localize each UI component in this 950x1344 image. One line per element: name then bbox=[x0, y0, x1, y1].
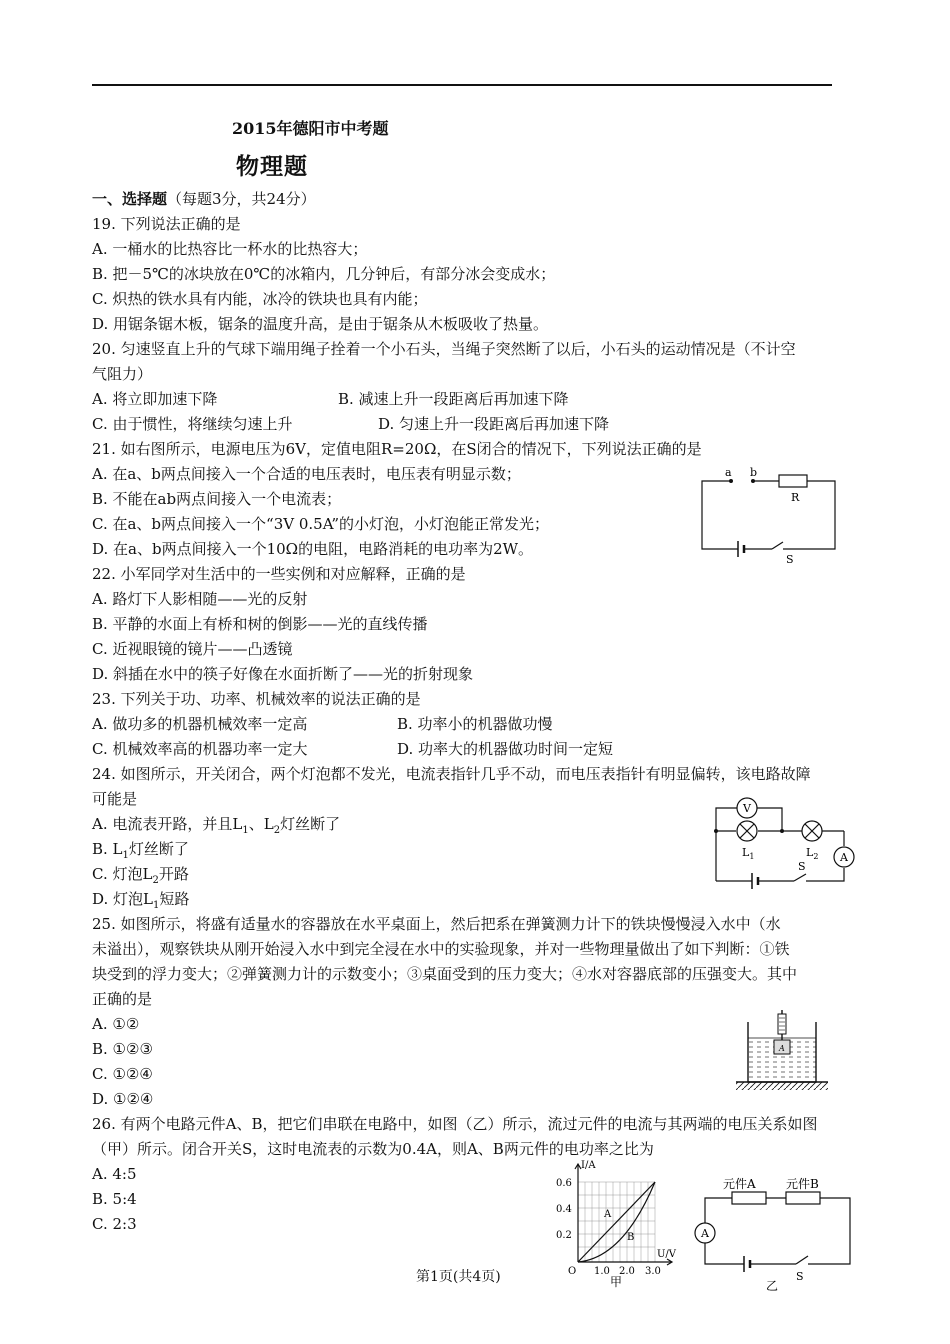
q23-option-c: C. 机械效率高的机器功率一定大 bbox=[92, 740, 308, 758]
q26-iv-graph bbox=[548, 1158, 688, 1292]
q20-stem: 20. 匀速竖直上升的气球下端用绳子拴着一个小石头，当绳子突然断了以后，小石头的运动情况是（不计空 bbox=[92, 340, 796, 358]
q24-option-d: D. 灯泡$L_1$短路 bbox=[92, 890, 190, 911]
q25-container-diagram bbox=[732, 1010, 832, 1096]
q24-voltmeter-label: V bbox=[743, 802, 751, 815]
q19-stem: 19. 下列说法正确的是 bbox=[92, 215, 241, 233]
q26-graph-xlabel: U/V bbox=[657, 1249, 677, 1260]
q21-option-a: A. 在a、b两点间接入一个合适的电压表时，电压表有明显示数； bbox=[92, 465, 521, 483]
q26-element-b-label: 元件B bbox=[786, 1177, 819, 1191]
q21-switch-label: S bbox=[786, 553, 794, 566]
q19-option-b: B. 把－5℃的冰块放在0℃的冰箱内，几分钟后，有部分冰会变成水； bbox=[92, 265, 556, 283]
q19-option-a: A. 一桶水的比热容比一杯水的比热容大； bbox=[92, 240, 368, 258]
exam-title: 2015年德阳市中考题 bbox=[232, 119, 389, 138]
page-footer: 第1页(共4页) bbox=[416, 1269, 501, 1285]
q26-switch-label: S bbox=[796, 1270, 804, 1283]
q23-stem: 23. 下列关于功、功率、机械效率的说法正确的是 bbox=[92, 690, 421, 708]
q24-stem: 24. 如图所示，开关闭合，两个灯泡都不发光，电流表指针几乎不动，而电压表指针有明显偏转，该电路故障 bbox=[92, 765, 811, 783]
q24-option-c: C. 灯泡$L_2$开路 bbox=[92, 865, 189, 886]
q25-stem-line2: 未溢出），观察铁块从刚开始浸入水中到完全浸在水中的实验现象，并对一些物理量做出了如下判断：①铁 bbox=[92, 940, 790, 958]
q25-option-b: B. ①②③ bbox=[92, 1040, 153, 1058]
q23-option-b: B. 功率小的机器做功慢 bbox=[397, 715, 553, 733]
q25-stem-line4: 正确的是 bbox=[92, 990, 153, 1008]
q21-option-d: D. 在a、b两点间接入一个10Ω的电阻，电路消耗的电功率为2W。 bbox=[92, 540, 534, 558]
q19-option-d: D. 用锯条锯木板，锯条的温度升高，是由于锯条从木板吸收了热量。 bbox=[92, 315, 549, 333]
q24-option-a: A. 电流表开路，并且$L_1$、$L_2$灯丝断了 bbox=[92, 815, 341, 836]
q26-graph-line-a: A bbox=[604, 1209, 612, 1220]
q26-option-b: B. 5:4 bbox=[92, 1190, 137, 1208]
q21-stem: 21. 如右图所示，电源电压为6V，定值电阻R=20Ω，在S闭合的情况下，下列说法正确的是 bbox=[92, 440, 702, 458]
q26-option-a: A. 4:5 bbox=[92, 1165, 137, 1183]
q20-option-d: D. 匀速上升一段距离后再加速下降 bbox=[378, 415, 610, 433]
q26-stem-line2: （甲）所示。闭合开关S，这时电流表的示数为0.4A，则A、B两元件的电功率之比为 bbox=[92, 1140, 654, 1158]
q20-option-c: C. 由于惯性，将继续匀速上升 bbox=[92, 415, 293, 433]
q24-ammeter-label: A bbox=[840, 851, 848, 864]
q24-circuit-diagram bbox=[712, 788, 858, 890]
q25-option-a: A. ①② bbox=[92, 1015, 140, 1033]
q26-stem-line1: 26. 有两个电路元件A、B，把它们串联在电路中，如图（乙）所示，流过元件的电流与其两端的电压关系如图 bbox=[92, 1115, 818, 1133]
q22-option-b: B. 平静的水面上有桥和树的倒影——光的直线传播 bbox=[92, 615, 428, 633]
q20-option-a: A. 将立即加速下降 bbox=[92, 390, 218, 408]
q26-option-c: C. 2:3 bbox=[92, 1215, 137, 1233]
q26-graph-caption: 甲 bbox=[610, 1275, 623, 1289]
q22-option-d: D. 斜插在水中的筷子好像在水面折断了——光的折射现象 bbox=[92, 665, 474, 683]
q23-option-d: D. 功率大的机器做功时间一定短 bbox=[397, 740, 614, 758]
q21-point-b-label: b bbox=[750, 466, 758, 479]
q25-option-d: D. ①②④ bbox=[92, 1090, 154, 1108]
header-rule bbox=[92, 84, 832, 86]
q21-circuit-diagram bbox=[695, 466, 845, 564]
q24-lamp1-label: $L_1$ bbox=[742, 846, 755, 861]
q26-ammeter-label: A bbox=[701, 1227, 709, 1240]
q26-graph-ytick-02: 0.2 bbox=[556, 1230, 572, 1241]
q26-graph-xtick-10: 1.0 bbox=[594, 1266, 610, 1277]
q22-option-c: C. 近视眼镜的镜片——凸透镜 bbox=[92, 640, 293, 658]
q24-option-b: B. $L_1$灯丝断了 bbox=[92, 840, 189, 861]
q19-option-c: C. 炽热的铁水具有内能，冰冷的铁块也具有内能； bbox=[92, 290, 428, 308]
q25-block-label: A bbox=[779, 1044, 785, 1053]
q26-graph-origin: O bbox=[568, 1266, 577, 1277]
q25-stem-line3: 块受到的浮力变大；②弹簧测力计的示数变小；③桌面受到的压力变大；④水对容器底部的压强变大。其中 bbox=[92, 965, 798, 983]
q25-stem-line1: 25. 如图所示，将盛有适量水的容器放在水平桌面上，然后把系在弹簧测力计下的铁块慢慢浸入水中（水 bbox=[92, 915, 781, 933]
subject-title: 物理题 bbox=[236, 153, 308, 180]
q21-point-a-label: a bbox=[725, 466, 732, 479]
q24-lamp2-label: $L_2$ bbox=[806, 846, 819, 861]
q26-graph-ylabel: I/A bbox=[581, 1160, 596, 1171]
q25-option-c: C. ①②④ bbox=[92, 1065, 153, 1083]
q26-graph-ytick-04: 0.4 bbox=[556, 1204, 572, 1215]
q23-option-a: A. 做功多的机器机械效率一定高 bbox=[92, 715, 308, 733]
q20-option-b: B. 减速上升一段距离后再加速下降 bbox=[338, 390, 569, 408]
q26-graph-line-b: B bbox=[627, 1232, 635, 1243]
q26-series-circuit bbox=[690, 1176, 860, 1294]
q26-circuit-caption: 乙 bbox=[766, 1279, 779, 1293]
q24-switch-label: S bbox=[798, 860, 806, 873]
q22-stem: 22. 小军同学对生活中的一些实例和对应解释，正确的是 bbox=[92, 565, 466, 583]
q26-element-a-label: 元件A bbox=[723, 1177, 756, 1191]
q21-option-b: B. 不能在ab两点间接入一个电流表； bbox=[92, 490, 342, 508]
q22-option-a: A. 路灯下人影相随——光的反射 bbox=[92, 590, 308, 608]
q26-graph-xtick-30: 3.0 bbox=[645, 1266, 661, 1277]
q26-graph-ytick-06: 0.6 bbox=[556, 1178, 572, 1189]
q20-stem-cont: 气阻力） bbox=[92, 365, 153, 383]
q26-graph-xtick-20: 2.0 bbox=[619, 1266, 635, 1277]
section-heading: 一、选择题（每题3分，共24分） bbox=[92, 190, 316, 208]
q21-option-c: C. 在a、b两点间接入一个“3V 0.5A”的小灯泡，小灯泡能正常发光； bbox=[92, 515, 549, 533]
q24-stem-cont: 可能是 bbox=[92, 790, 138, 808]
q21-resistor-label: R bbox=[791, 491, 800, 504]
